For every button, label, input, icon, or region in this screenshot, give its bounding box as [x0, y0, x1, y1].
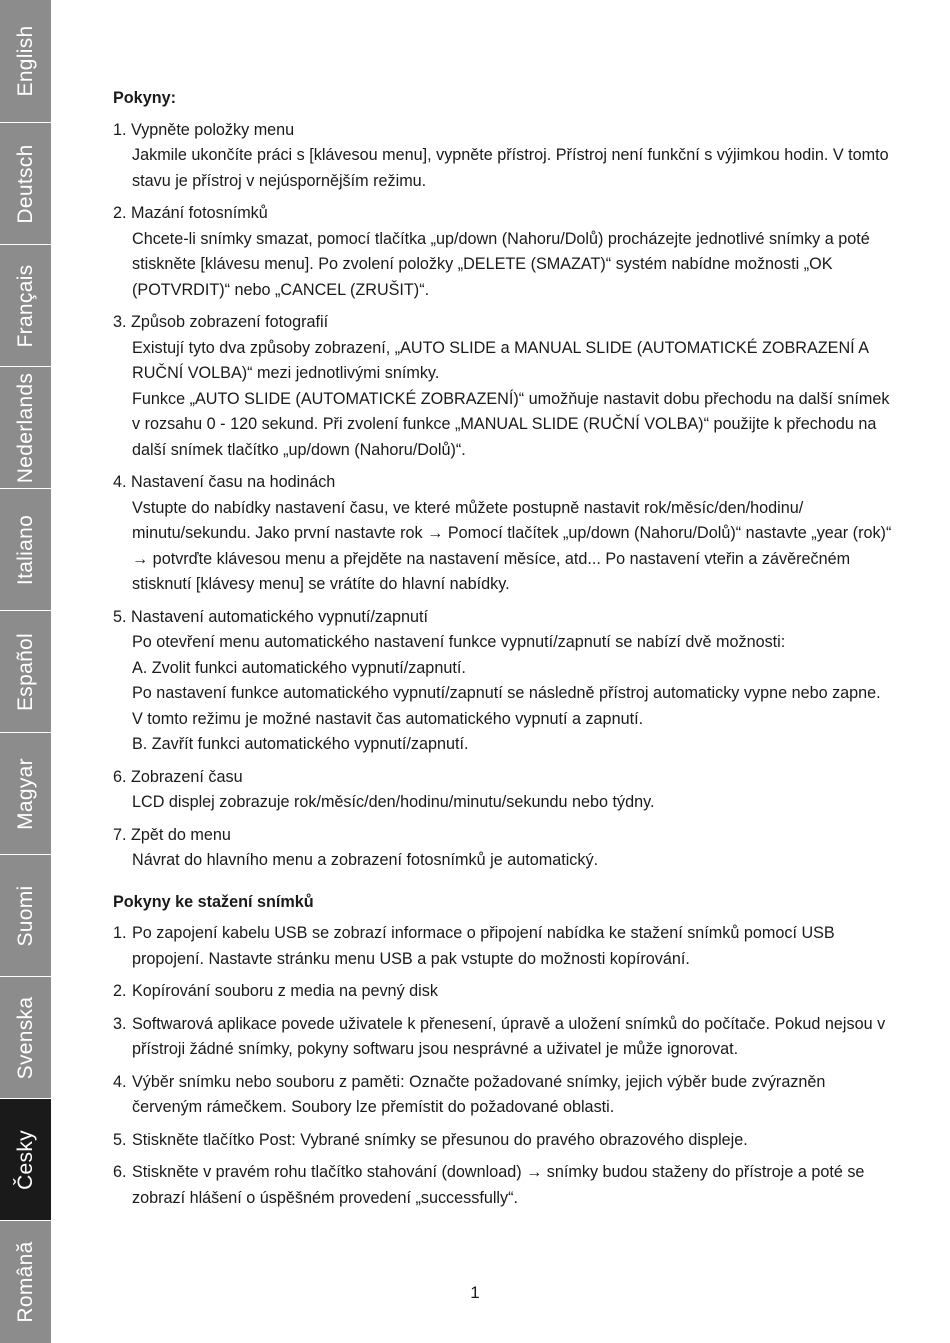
- section-title-pokyny: Pokyny:: [113, 89, 176, 107]
- instruction-text: Existují tyto dva způsoby zobrazení, „AUTO SLIDE a MANUAL SLIDE (AUTOMATICKÉ ZOBRAZENÍ A RUČNÍ VOLBA)“ mezi jednotlivými snímky.: [132, 338, 869, 382]
- item-number: 1.: [113, 120, 127, 139]
- item-heading-text: Vypněte položky menu: [131, 120, 295, 139]
- lang-tab-espanol[interactable]: [0, 610, 51, 732]
- item-heading-text: Mazání fotosnímků: [131, 204, 268, 222]
- instruction-text: Vstupte do nabídky nastavení času, ve které můžete postupně nastavit rok/měsíc/den/hodinu/ minutu/sekundu. Jako první nastavte rok → Pomocí tlačítek „up/down (Nahoru/Dolů)“ nastavte „year (rok)“ → potvrďte klávesou menu a přejděte na nastavení měsíce, atd... Po nastavení vteřin a závěrečném stisknutí [klávesy menu] se vrátíte do hlavní nabídky.: [132, 498, 892, 593]
- instruction-item: [113, 605, 893, 758]
- page-content: [113, 86, 893, 1218]
- lang-label: Svenska: [13, 996, 37, 1079]
- lang-label: English: [13, 25, 37, 97]
- item-number: 5.: [113, 1130, 127, 1149]
- lang-label: Română: [13, 1241, 37, 1323]
- download-steps-list: [113, 921, 893, 1211]
- instruction-text: Návrat do hlavního menu a zobrazení fotosnímků je automatický.: [132, 851, 599, 869]
- lang-label: Česky: [13, 1129, 37, 1190]
- download-step: [113, 979, 893, 1005]
- instruction-heading: [113, 201, 893, 227]
- item-number: 7.: [113, 825, 127, 844]
- instruction-text: B. Zavřít funkci automatického vypnutí/zapnutí.: [132, 735, 469, 753]
- instruction-text: LCD displej zobrazuje rok/měsíc/den/hodinu/minutu/sekundu nebo týdny.: [132, 793, 655, 811]
- instruction-item: [113, 118, 893, 195]
- lang-label: Français: [13, 264, 37, 347]
- instruction-text: A. Zvolit funkci automatického vypnutí/zapnutí.: [132, 658, 466, 677]
- item-number: 3.: [113, 1014, 127, 1033]
- item-number: 4.: [113, 473, 127, 491]
- lang-tab-nederlands[interactable]: [0, 366, 51, 488]
- lang-tab-deutsch[interactable]: [0, 122, 51, 244]
- language-sidebar: [0, 0, 51, 1343]
- instruction-heading: [113, 310, 893, 336]
- step-text: Softwarová aplikace povede uživatele k přenesení, úpravě a uložení snímků do počítače. Pokud nejsou v přístroji žádné snímky, pokyny softwaru jsou nesprávné a uživatel je může ignorovat.: [132, 1014, 886, 1058]
- step-text: Výběr snímku nebo souboru z paměti: Označte požadované snímky, jejich výběr bude zvýrazněn červeným rámečkem. Soubory lze přemístit do požadované oblasti.: [132, 1072, 826, 1116]
- step-text: Kopírování souboru z media na pevný disk: [132, 982, 438, 1000]
- lang-label: Suomi: [13, 884, 37, 947]
- download-step: [113, 1128, 893, 1154]
- instruction-text: Funkce „AUTO SLIDE (AUTOMATICKÉ ZOBRAZENÍ)“ umožňuje nastavit dobu přechodu na další snímek v rozsahu 0 - 120 sekund. Při zvolení funkce „MANUAL SLIDE (RUČNÍ VOLBA)“ použijte k přechodu na další snímek tlačítko „up/down (Nahoru/Dolů)“.: [132, 389, 890, 459]
- lang-label: Deutsch: [13, 143, 37, 224]
- lang-tab-italiano[interactable]: [0, 488, 51, 610]
- lang-label: Italiano: [13, 514, 37, 585]
- step-text: Po zapojení kabelu USB se zobrazí informace o připojení nabídka ke stažení snímků pomocí USB propojení. Nastavte stránku menu USB a pak vstupte do možnosti kopírování.: [132, 924, 835, 968]
- lang-tab-cesky[interactable]: [0, 1098, 51, 1220]
- instruction-text: Chcete-li snímky smazat, pomocí tlačítka „up/down (Nahoru/Dolů) procházejte jednotlivé snímky a poté stiskněte [klávesu menu]. Po zvolení položky „DELETE (SMAZAT)“ systém nabídne možnosti „OK (POTVRDIT)“ nebo „CANCEL (ZRUŠIT)“.: [132, 229, 870, 299]
- download-step: [113, 1160, 893, 1211]
- item-number: 5.: [113, 607, 127, 626]
- lang-tab-magyar[interactable]: [0, 732, 51, 854]
- item-number: 2.: [113, 982, 127, 1000]
- item-number: 6.: [113, 1163, 127, 1181]
- instruction-item: [113, 310, 893, 463]
- item-number: 2.: [113, 204, 127, 222]
- download-step: [113, 921, 893, 972]
- instruction-text: Po otevření menu automatického nastavení funkce vypnutí/zapnutí se nabízí dvě možnosti:: [132, 633, 786, 651]
- instruction-heading: [113, 470, 893, 496]
- instruction-heading: [113, 823, 893, 849]
- item-heading-text: Zpět do menu: [131, 825, 231, 844]
- instruction-text: Po nastavení funkce automatického vypnutí/zapnutí se následně přístroj automaticky vypne nebo zapne. V tomto režimu je možné nastavit čas automatického vypnutí a zapnutí.: [132, 684, 881, 728]
- lang-tab-svenska[interactable]: [0, 976, 51, 1098]
- lang-tab-suomi[interactable]: [0, 854, 51, 976]
- lang-label: Español: [13, 632, 37, 711]
- item-heading-text: Nastavení automatického vypnutí/zapnutí: [131, 607, 428, 626]
- instruction-text: Jakmile ukončíte práci s [klávesou menu], vypněte přístroj. Přístroj není funkční s výjimkou hodin. V tomto stavu je přístroj v nejúspornějším režimu.: [132, 146, 889, 190]
- instruction-item: [113, 470, 893, 598]
- lang-label: Nederlands: [13, 372, 37, 483]
- lang-tab-english[interactable]: [0, 0, 51, 122]
- download-step: [113, 1070, 893, 1121]
- step-text: Stiskněte v pravém rohu tlačítko stahování (download) → snímky budou staženy do přístroje a poté se zobrazí hlášení o úspěšném provedení „successfully“.: [132, 1163, 865, 1207]
- section-title-download: Pokyny ke stažení snímků: [113, 892, 314, 911]
- instruction-item: [113, 823, 893, 874]
- page-number: 1: [470, 1283, 480, 1302]
- item-number: 1.: [113, 924, 127, 942]
- item-heading-text: Zobrazení času: [131, 767, 243, 786]
- item-number: 4.: [113, 1072, 127, 1091]
- item-heading-text: Nastavení času na hodinách: [131, 473, 336, 491]
- instruction-heading: [113, 605, 893, 631]
- download-step: [113, 1012, 893, 1063]
- instructions-list: [113, 118, 893, 874]
- lang-label: Magyar: [13, 757, 37, 830]
- step-text: Stiskněte tlačítko Post: Vybrané snímky se přesunou do pravého obrazového displeje.: [132, 1130, 748, 1149]
- lang-tab-francais[interactable]: [0, 244, 51, 366]
- instruction-heading: [113, 118, 893, 144]
- instruction-heading: [113, 765, 893, 791]
- item-heading-text: Způsob zobrazení fotografií: [131, 313, 329, 331]
- item-number: 6.: [113, 767, 127, 786]
- instruction-item: [113, 201, 893, 303]
- item-number: 3.: [113, 313, 127, 331]
- lang-tab-romana[interactable]: [0, 1220, 51, 1343]
- instruction-item: [113, 765, 893, 816]
